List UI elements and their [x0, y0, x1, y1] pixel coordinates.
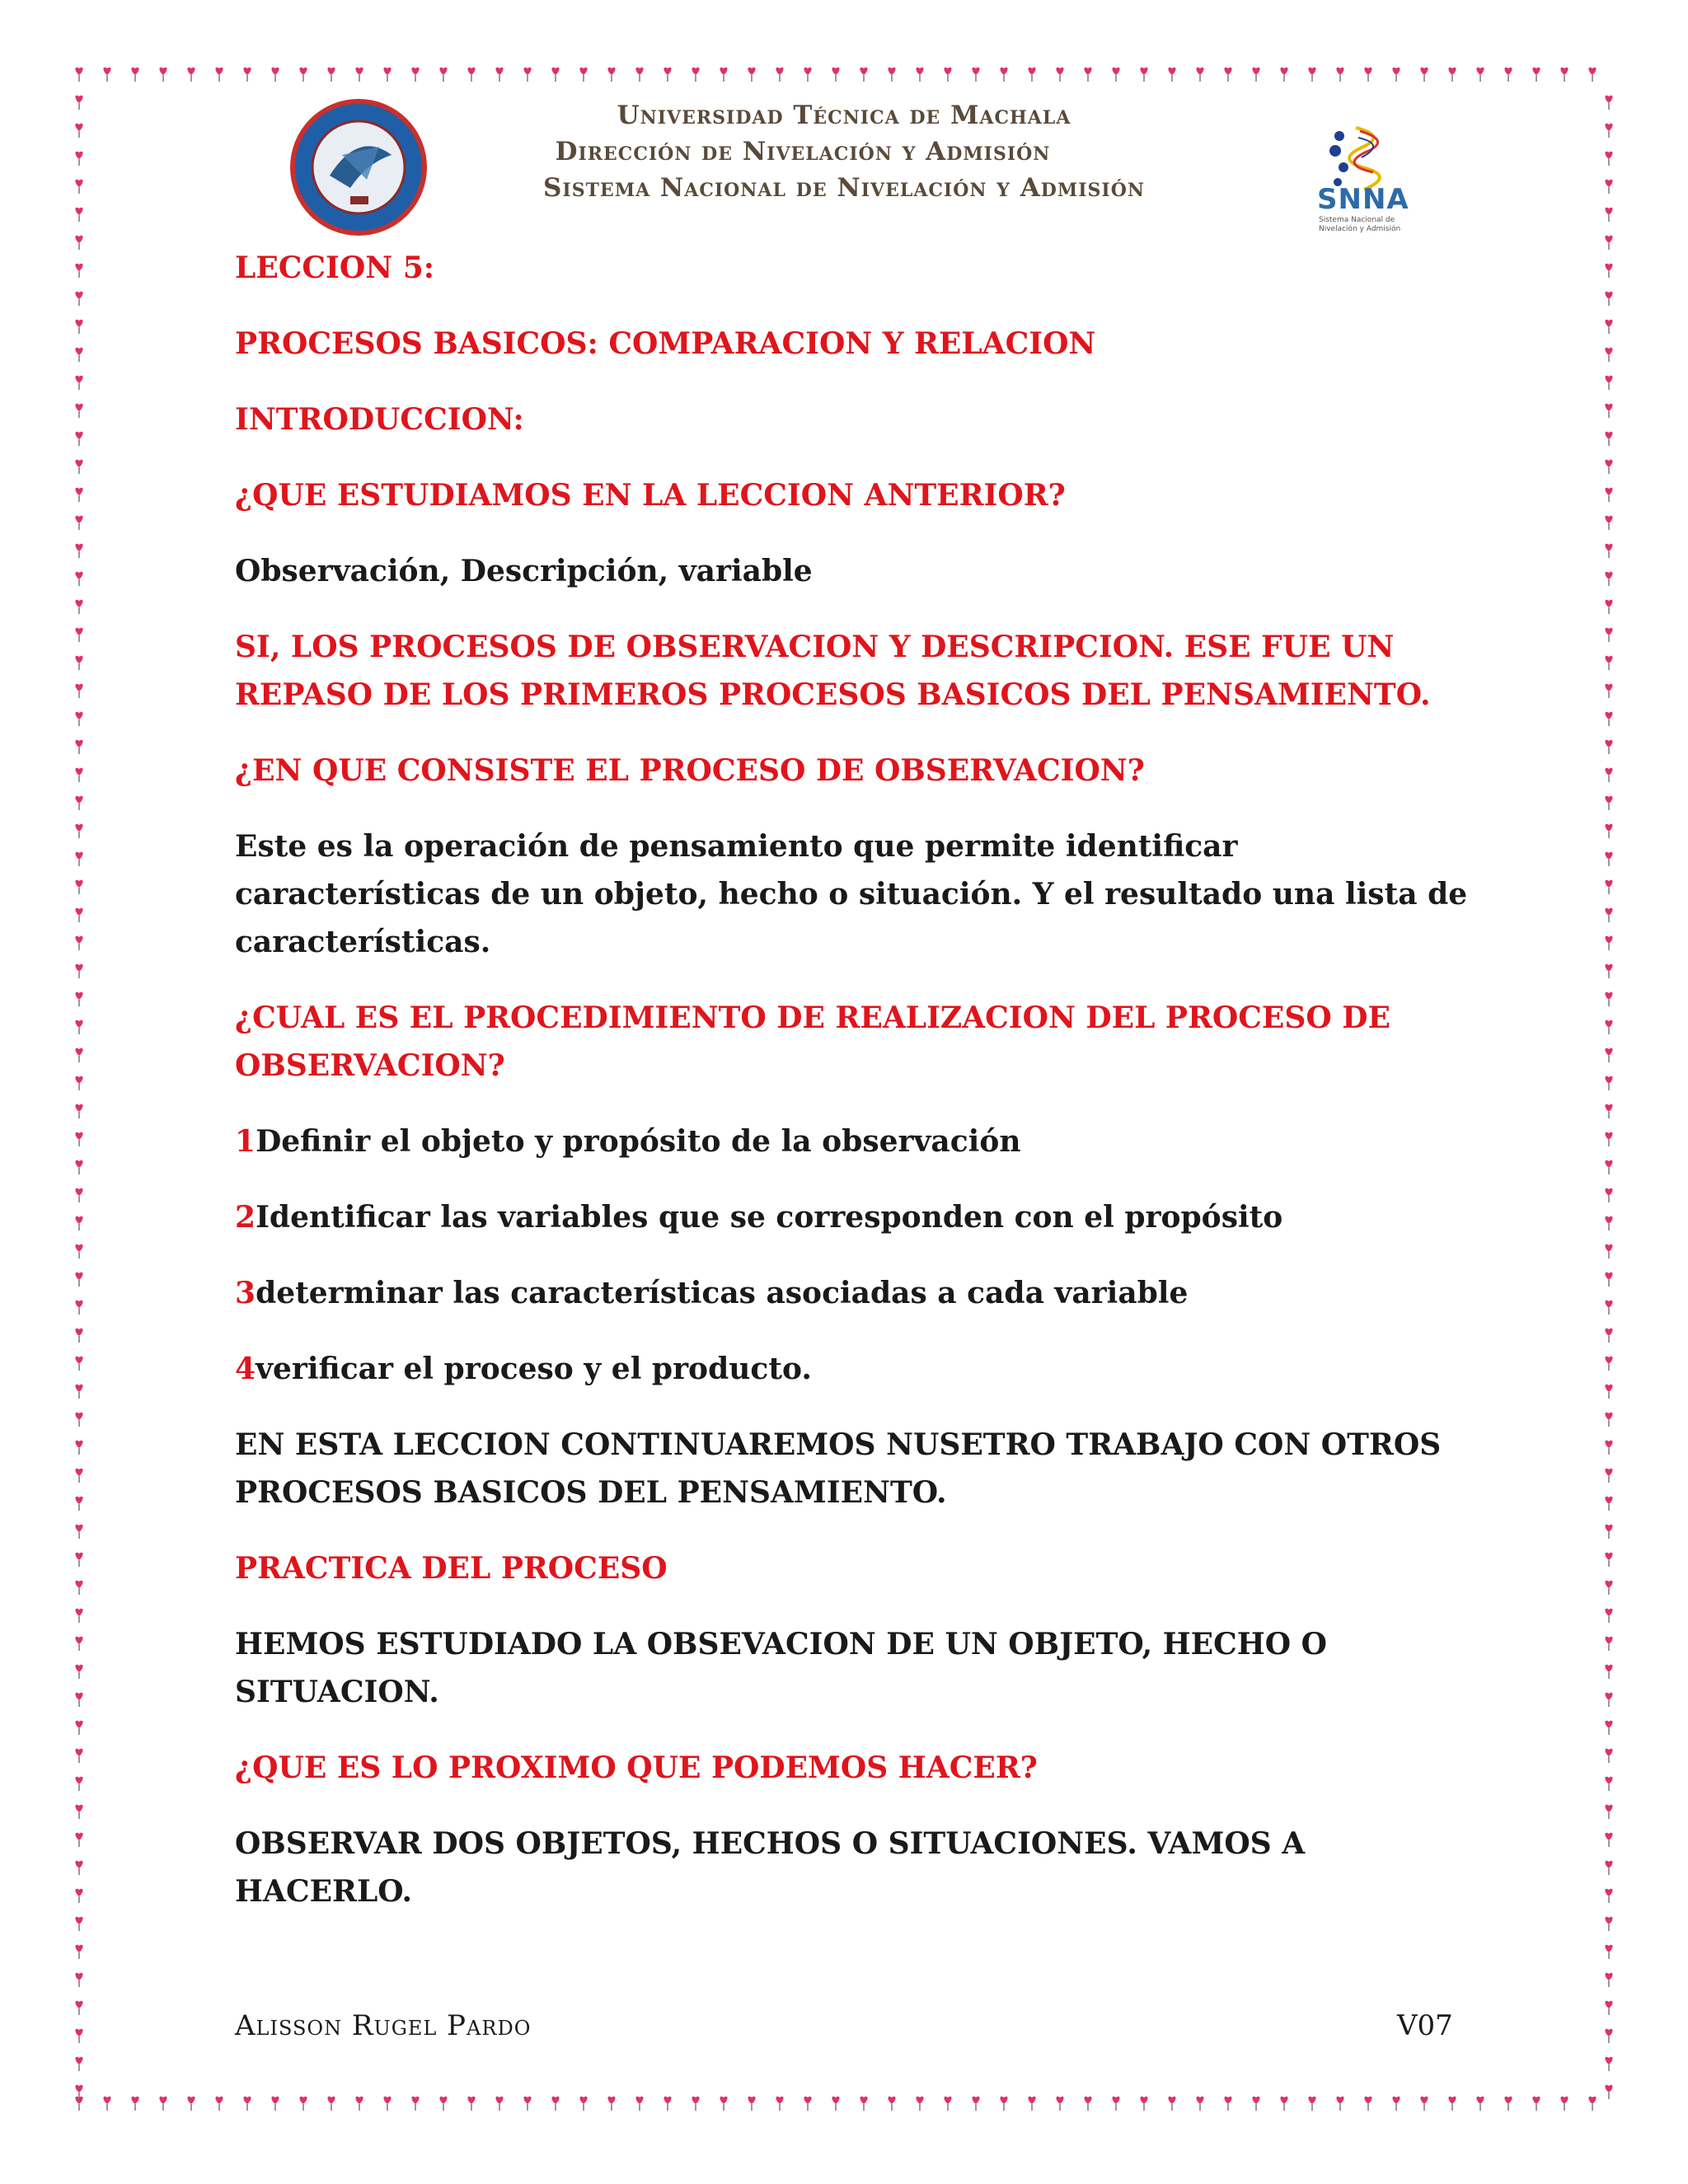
border-heart-icon: [75, 1665, 82, 1679]
border-heart-icon: [75, 544, 82, 558]
border-heart-icon: [1532, 68, 1540, 82]
border-heart-icon: [1605, 1469, 1612, 1483]
border-heart-icon: [1605, 684, 1612, 698]
border-heart-icon: [1560, 68, 1568, 82]
border-heart-icon: [495, 68, 503, 82]
border-heart-icon: [215, 68, 223, 82]
practice-heading: PRACTICA DEL PROCESO: [235, 1551, 668, 1586]
border-heart-icon: [75, 684, 82, 698]
border-heart-icon: [75, 964, 82, 978]
border-heart-icon: [75, 488, 82, 502]
border-heart-icon: [1420, 2097, 1428, 2111]
border-heart-icon: [860, 2097, 867, 2111]
border-heart-icon: [663, 68, 671, 82]
border-heart-icon: [299, 68, 307, 82]
border-heart-icon: [1605, 740, 1612, 754]
border-heart-icon: [75, 908, 82, 922]
border-heart-icon: [159, 2097, 166, 2111]
border-heart-icon: [748, 2097, 755, 2111]
border-heart-icon: [1420, 68, 1428, 82]
border-heart-icon: [635, 68, 643, 82]
border-heart-icon: [75, 1945, 82, 1959]
border-heart-icon: [1605, 376, 1612, 390]
border-heart-icon: [243, 68, 251, 82]
border-heart-icon: [75, 320, 82, 334]
footer-version: V07: [1397, 2009, 1453, 2042]
border-heart-icon: [75, 1693, 82, 1707]
border-heart-icon: [75, 796, 82, 810]
border-heart-icon: [944, 68, 951, 82]
border-heart-icon: [1605, 1581, 1612, 1595]
border-heart-icon: [1504, 68, 1512, 82]
border-heart-icon: [75, 1581, 82, 1595]
answer-next: OBSERVAR DOS OBJETOS, HECHOS O SITUACIONES. VAMOS A HACERLO.: [235, 1826, 1306, 1909]
border-heart-icon: [187, 68, 195, 82]
border-heart-icon: [75, 656, 82, 670]
border-heart-icon: [1605, 432, 1612, 446]
border-heart-icon: [75, 852, 82, 866]
border-heart-icon: [1000, 2097, 1007, 2111]
border-heart-icon: [75, 1861, 82, 1875]
border-heart-icon: [75, 1469, 82, 1483]
border-heart-icon: [1605, 1637, 1612, 1651]
border-heart-icon: [1028, 2097, 1035, 2111]
border-heart-icon: [75, 768, 82, 782]
border-heart-icon: [607, 68, 615, 82]
border-heart-icon: [75, 1244, 82, 1258]
border-heart-icon: [75, 740, 82, 754]
border-heart-icon: [1224, 2097, 1231, 2111]
border-heart-icon: [75, 1132, 82, 1146]
border-heart-icon: [75, 236, 82, 250]
border-heart-icon: [1168, 2097, 1175, 2111]
border-heart-icon: [1605, 1525, 1612, 1539]
border-heart-icon: [1028, 68, 1035, 82]
border-heart-icon: [1605, 544, 1612, 558]
border-heart-icon: [1605, 572, 1612, 586]
step-number: 1: [235, 1124, 256, 1159]
border-heart-icon: [1605, 1805, 1612, 1819]
border-heart-icon: [748, 68, 755, 82]
border-heart-icon: [75, 432, 82, 446]
border-heart-icon: [1605, 936, 1612, 950]
border-heart-icon: [75, 572, 82, 586]
border-heart-icon: [411, 2097, 419, 2111]
border-heart-icon: [1605, 236, 1612, 250]
continue-paragraph: EN ESTA LECCION CONTINUAREMOS NUSETRO TRABAJO CON OTROS PROCESOS BASICOS DEL PENSAMIENTO.: [235, 1427, 1442, 1510]
border-heart-icon: [1084, 68, 1091, 82]
border-heart-icon: [1196, 68, 1203, 82]
border-heart-icon: [75, 1076, 82, 1090]
border-heart-icon: [635, 2097, 643, 2111]
border-heart-icon: [75, 1357, 82, 1371]
border-heart-icon: [1605, 796, 1612, 810]
step-number: 3: [235, 1276, 256, 1310]
step-text: verificar el proceso y el producto.: [256, 1352, 812, 1386]
border-heart-icon: [103, 68, 110, 82]
border-heart-icon: [1000, 68, 1007, 82]
border-heart-icon: [1308, 68, 1315, 82]
border-heart-icon: [1084, 2097, 1091, 2111]
border-heart-icon: [804, 68, 811, 82]
border-heart-icon: [75, 1973, 82, 1987]
border-heart-icon: [271, 68, 279, 82]
border-heart-icon: [776, 2097, 783, 2111]
border-heart-icon: [1605, 2001, 1612, 2015]
border-heart-icon: [75, 1721, 82, 1735]
border-heart-icon: [1532, 2097, 1540, 2111]
border-heart-icon: [663, 2097, 671, 2111]
border-heart-icon: [1336, 68, 1343, 82]
border-heart-icon: [159, 68, 166, 82]
border-heart-icon: [75, 2001, 82, 2015]
border-heart-icon: [692, 68, 699, 82]
border-heart-icon: [1605, 1973, 1612, 1987]
border-heart-icon: [720, 68, 727, 82]
snna-logo-text: SNNA: [1317, 183, 1409, 216]
border-heart-icon: [1605, 516, 1612, 530]
border-heart-icon: [1280, 2097, 1287, 2111]
border-heart-icon: [1605, 1329, 1612, 1343]
border-heart-icon: [1605, 1272, 1612, 1286]
snna-logo-subtitle: Sistema Nacional de Nivelación y Admisión: [1319, 216, 1401, 233]
border-heart-icon: [1605, 1020, 1612, 1034]
border-heart-icon: [1605, 768, 1612, 782]
border-heart-icon: [75, 348, 82, 362]
step-text: Identificar las variables que se corresponden con el propósito: [256, 1200, 1283, 1235]
border-heart-icon: [75, 1497, 82, 1511]
border-heart-icon: [411, 68, 419, 82]
border-heart-icon: [299, 2097, 307, 2111]
border-heart-icon: [692, 2097, 699, 2111]
question-previous-lesson: ¿QUE ESTUDIAMOS EN LA LECCION ANTERIOR?: [235, 478, 1066, 513]
border-heart-icon: [1252, 68, 1259, 82]
border-heart-icon: [888, 68, 895, 82]
border-heart-icon: [523, 2097, 531, 2111]
step-item: [235, 1345, 1471, 1393]
border-heart-icon: [75, 880, 82, 894]
border-heart-icon: [1605, 824, 1612, 838]
border-heart-icon: [131, 2097, 138, 2111]
border-heart-icon: [860, 68, 867, 82]
border-heart-icon: [1605, 1132, 1612, 1146]
recap-paragraph: SI, LOS PROCESOS DE OBSERVACION Y DESCRIPCION. ESE FUE UN REPASO DE LOS PRIMEROS PROCESOS BASICOS DEL PENSAMIENTO.: [235, 630, 1431, 712]
border-heart-icon: [75, 516, 82, 530]
border-heart-icon: [495, 2097, 503, 2111]
border-heart-icon: [467, 68, 475, 82]
border-heart-icon: [607, 2097, 615, 2111]
border-heart-icon: [75, 460, 82, 474]
border-heart-icon: [75, 1272, 82, 1286]
border-heart-icon: [551, 2097, 559, 2111]
border-heart-icon: [1605, 264, 1612, 278]
border-heart-icon: [1605, 1833, 1612, 1847]
question-next: ¿QUE ES LO PROXIMO QUE PODEMOS HACER?: [235, 1750, 1038, 1785]
border-heart-icon: [1140, 68, 1147, 82]
header-system: Sistema Nacional de Nivelación y Admisión: [543, 173, 1145, 203]
border-heart-icon: [1605, 908, 1612, 922]
step-text: determinar las características asociadas a cada variable: [256, 1276, 1189, 1310]
border-heart-icon: [243, 2097, 251, 2111]
border-heart-icon: [1605, 1357, 1612, 1371]
border-heart-icon: [75, 1637, 82, 1651]
border-heart-icon: [75, 712, 82, 726]
border-heart-icon: [75, 1889, 82, 1903]
border-heart-icon: [1605, 1188, 1612, 1202]
border-heart-icon: [1605, 1777, 1612, 1791]
border-heart-icon: [1056, 68, 1063, 82]
border-heart-icon: [1308, 2097, 1315, 2111]
border-heart-icon: [131, 68, 138, 82]
border-heart-icon: [75, 628, 82, 642]
border-heart-icon: [1605, 2057, 1612, 2071]
border-heart-icon: [1364, 68, 1372, 82]
border-heart-icon: [1504, 2097, 1512, 2111]
lesson-topic: PROCESOS BASICOS: COMPARACION Y RELACION: [235, 326, 1096, 361]
step-number: 4: [235, 1352, 256, 1386]
border-heart-icon: [75, 376, 82, 390]
border-heart-icon: [383, 68, 391, 82]
border-heart-icon: [1605, 460, 1612, 474]
border-heart-icon: [355, 68, 363, 82]
border-heart-icon: [1605, 992, 1612, 1006]
border-heart-icon: [75, 1777, 82, 1791]
question-procedure: ¿CUAL ES EL PROCEDIMIENTO DE REALIZACION DEL PROCESO DE OBSERVACION?: [235, 1001, 1390, 1083]
border-heart-icon: [355, 2097, 363, 2111]
border-heart-icon: [1605, 1665, 1612, 1679]
header-university: Universidad Técnica de Machala: [617, 101, 1071, 130]
border-heart-icon: [1605, 1945, 1612, 1959]
border-heart-icon: [551, 68, 559, 82]
border-heart-icon: [1605, 1076, 1612, 1090]
border-heart-icon: [1588, 2097, 1596, 2111]
border-heart-icon: [75, 1749, 82, 1763]
border-heart-icon: [523, 68, 531, 82]
border-heart-icon: [776, 68, 783, 82]
border-heart-icon: [1605, 1889, 1612, 1903]
border-heart-icon: [1605, 1917, 1612, 1931]
border-heart-icon: [1605, 1216, 1612, 1230]
border-heart-icon: [972, 2097, 979, 2111]
border-heart-icon: [75, 1413, 82, 1427]
border-heart-icon: [383, 2097, 391, 2111]
border-heart-icon: [1605, 1048, 1612, 1062]
border-heart-icon: [832, 2097, 839, 2111]
border-heart-icon: [75, 1805, 82, 1819]
border-heart-icon: [832, 68, 839, 82]
border-heart-icon: [75, 1553, 82, 1567]
border-heart-icon: [1605, 1497, 1612, 1511]
border-heart-icon: [75, 1020, 82, 1034]
border-heart-icon: [1476, 2097, 1484, 2111]
border-heart-icon: [75, 1329, 82, 1343]
lesson-number: LECCION 5:: [235, 251, 435, 285]
border-heart-icon: [1605, 880, 1612, 894]
border-heart-icon: [75, 208, 82, 222]
border-heart-icon: [1605, 348, 1612, 362]
border-heart-icon: [1605, 1721, 1612, 1735]
border-heart-icon: [916, 68, 923, 82]
step-item: [235, 1193, 1471, 1241]
border-heart-icon: [1364, 2097, 1372, 2111]
border-heart-icon: [579, 2097, 587, 2111]
border-heart-icon: [1392, 68, 1400, 82]
border-heart-icon: [1605, 852, 1612, 866]
border-heart-icon: [467, 2097, 475, 2111]
border-heart-icon: [1140, 2097, 1147, 2111]
step-text: Definir el objeto y propósito de la observación: [256, 1124, 1021, 1159]
border-heart-icon: [75, 2029, 82, 2043]
step-item: [235, 1269, 1471, 1317]
answer-previous-lesson: Observación, Descripción, variable: [235, 554, 813, 588]
step-item: [235, 1118, 1471, 1165]
border-heart-icon: [1605, 1861, 1612, 1875]
border-heart-icon: [439, 68, 447, 82]
border-heart-icon: [75, 1833, 82, 1847]
border-heart-icon: [1605, 404, 1612, 418]
border-heart-icon: [103, 2097, 110, 2111]
border-heart-icon: [1605, 1160, 1612, 1174]
border-heart-icon: [1605, 1385, 1612, 1399]
border-heart-icon: [75, 1104, 82, 1118]
answer-observation: Este es la operación de pensamiento que permite identificar características de un objeto, hecho o situación. Y el resultado una lista de características.: [235, 829, 1468, 959]
border-heart-icon: [327, 68, 335, 82]
border-heart-icon: [1392, 2097, 1400, 2111]
border-heart-icon: [1196, 2097, 1203, 2111]
border-heart-icon: [1560, 2097, 1568, 2111]
border-heart-icon: [1605, 712, 1612, 726]
intro-heading: INTRODUCCION:: [235, 402, 524, 437]
border-heart-icon: [1605, 628, 1612, 642]
border-heart-icon: [1605, 2029, 1612, 2043]
border-heart-icon: [75, 992, 82, 1006]
border-heart-icon: [1224, 68, 1231, 82]
border-heart-icon: [1605, 1244, 1612, 1258]
border-heart-icon: [439, 2097, 447, 2111]
border-heart-icon: [1605, 1441, 1612, 1455]
border-heart-icon: [1605, 292, 1612, 306]
border-heart-icon: [804, 2097, 811, 2111]
border-heart-icon: [1252, 2097, 1259, 2111]
border-heart-icon: [271, 2097, 279, 2111]
border-heart-icon: [75, 1188, 82, 1202]
border-heart-icon: [75, 600, 82, 614]
studied-paragraph: HEMOS ESTUDIADO LA OBSEVACION DE UN OBJETO, HECHO O SITUACION.: [235, 1627, 1328, 1709]
border-heart-icon: [75, 2057, 82, 2071]
border-heart-icon: [1280, 68, 1287, 82]
border-heart-icon: [1605, 488, 1612, 502]
border-heart-icon: [75, 264, 82, 278]
border-heart-icon: [75, 824, 82, 838]
border-heart-icon: [75, 1301, 82, 1315]
border-heart-icon: [579, 68, 587, 82]
border-heart-icon: [1605, 1693, 1612, 1707]
border-heart-icon: [972, 68, 979, 82]
border-heart-icon: [75, 292, 82, 306]
border-heart-icon: [944, 2097, 951, 2111]
border-heart-icon: [1605, 600, 1612, 614]
border-heart-icon: [1056, 2097, 1063, 2111]
border-heart-icon: [720, 2097, 727, 2111]
border-heart-icon: [75, 1160, 82, 1174]
border-heart-icon: [1605, 1749, 1612, 1763]
border-heart-icon: [1605, 2085, 1612, 2099]
border-heart-icon: [75, 1216, 82, 1230]
border-heart-icon: [75, 404, 82, 418]
border-heart-icon: [75, 1048, 82, 1062]
border-heart-icon: [916, 2097, 923, 2111]
border-heart-icon: [1605, 1553, 1612, 1567]
step-number: 2: [235, 1200, 256, 1235]
question-observation: ¿EN QUE CONSISTE EL PROCESO DE OBSERVACION?: [235, 753, 1145, 788]
footer-author: Alisson Rugel Pardo: [235, 2009, 532, 2042]
border-heart-icon: [75, 1525, 82, 1539]
border-heart-icon: [75, 936, 82, 950]
border-heart-icon: [215, 2097, 223, 2111]
border-heart-icon: [888, 2097, 895, 2111]
border-heart-icon: [1605, 964, 1612, 978]
border-heart-icon: [1448, 68, 1456, 82]
border-heart-icon: [1605, 1301, 1612, 1315]
border-heart-icon: [327, 2097, 335, 2111]
header-direction: Dirección de Nivelación y Admisión: [555, 137, 1051, 166]
border-heart-icon: [75, 1385, 82, 1399]
border-heart-icon: [1605, 208, 1612, 222]
border-heart-icon: [1448, 2097, 1456, 2111]
border-heart-icon: [75, 68, 82, 82]
border-heart-icon: [1112, 68, 1119, 82]
border-heart-icon: [1605, 320, 1612, 334]
border-heart-icon: [1605, 1413, 1612, 1427]
border-heart-icon: [1336, 2097, 1343, 2111]
border-heart-icon: [1112, 2097, 1119, 2111]
border-heart-icon: [1605, 1104, 1612, 1118]
border-heart-icon: [187, 2097, 195, 2111]
border-heart-icon: [75, 1917, 82, 1931]
border-heart-icon: [1605, 1609, 1612, 1623]
border-heart-icon: [1605, 656, 1612, 670]
border-heart-icon: [1168, 68, 1175, 82]
border-heart-icon: [1476, 68, 1484, 82]
border-heart-icon: [75, 1609, 82, 1623]
border-heart-icon: [75, 1441, 82, 1455]
lesson-content: [235, 244, 1471, 1943]
border-heart-icon: [1588, 68, 1596, 82]
